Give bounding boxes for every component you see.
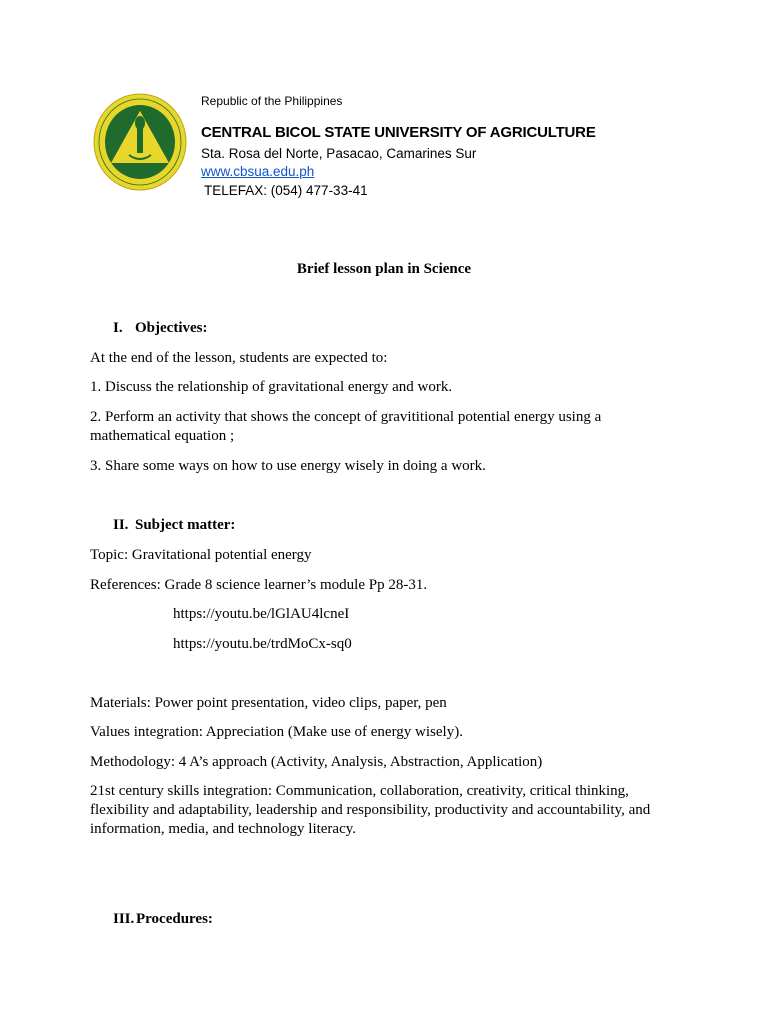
objectives-heading (113, 319, 207, 338)
skills-line: 21st century skills integration: Communication, collaboration, creativity, critical thinking, flexibility and adaptability, leadership and responsibility, productivity and accountability, and information, media, and technology literacy. (90, 783, 651, 837)
references-line: References: Grade 8 science learner’s module Pp 28-31. (90, 577, 428, 593)
procedures-heading (113, 910, 213, 929)
topic-line: Topic: Gravitational potential energy (90, 547, 312, 563)
republic-label: Republic of the Philippines (201, 94, 343, 108)
reference-link-1[interactable]: https://youtu.be/lGlAU4lcneI (173, 606, 350, 622)
telefax-number: TELEFAX: (054) 477-33-41 (204, 183, 368, 198)
procedures-heading-label: Procedures: (136, 911, 213, 927)
values-line: Values integration: Appreciation (Make use of energy wisely). (90, 724, 463, 740)
objective-item-1: 1. Discuss the relationship of gravitational energy and work. (90, 379, 453, 395)
objectives-numeral: I. (113, 320, 123, 336)
document-title: Brief lesson plan in Science (296, 261, 472, 277)
methodology-line: Methodology: 4 A’s approach (Activity, Analysis, Abstraction, Application) (90, 754, 543, 770)
objective-item-2: 2. Perform an activity that shows the concept of gravititional potential energy using a mathematical equation ; (90, 409, 602, 444)
university-seal-icon (93, 93, 187, 191)
university-address: Sta. Rosa del Norte, Pasacao, Camarines Sur (201, 146, 477, 161)
subject-matter-numeral: II. (113, 517, 129, 533)
procedures-numeral: III. (113, 911, 135, 927)
objectives-heading-label: Objectives: (135, 320, 208, 336)
university-name: CENTRAL BICOL STATE UNIVERSITY OF AGRICULTURE (201, 124, 596, 141)
objective-item-3: 3. Share some ways on how to use energy wisely in doing a work. (90, 458, 486, 474)
materials-line: Materials: Power point presentation, video clips, paper, pen (90, 695, 447, 711)
subject-matter-heading (113, 516, 235, 535)
reference-link-2[interactable]: https://youtu.be/trdMoCx-sq0 (173, 636, 352, 652)
objectives-intro: At the end of the lesson, students are expected to: (90, 350, 388, 366)
subject-matter-heading-label: Subject matter: (135, 517, 236, 533)
website-link[interactable]: www.cbsua.edu.ph (201, 164, 315, 179)
